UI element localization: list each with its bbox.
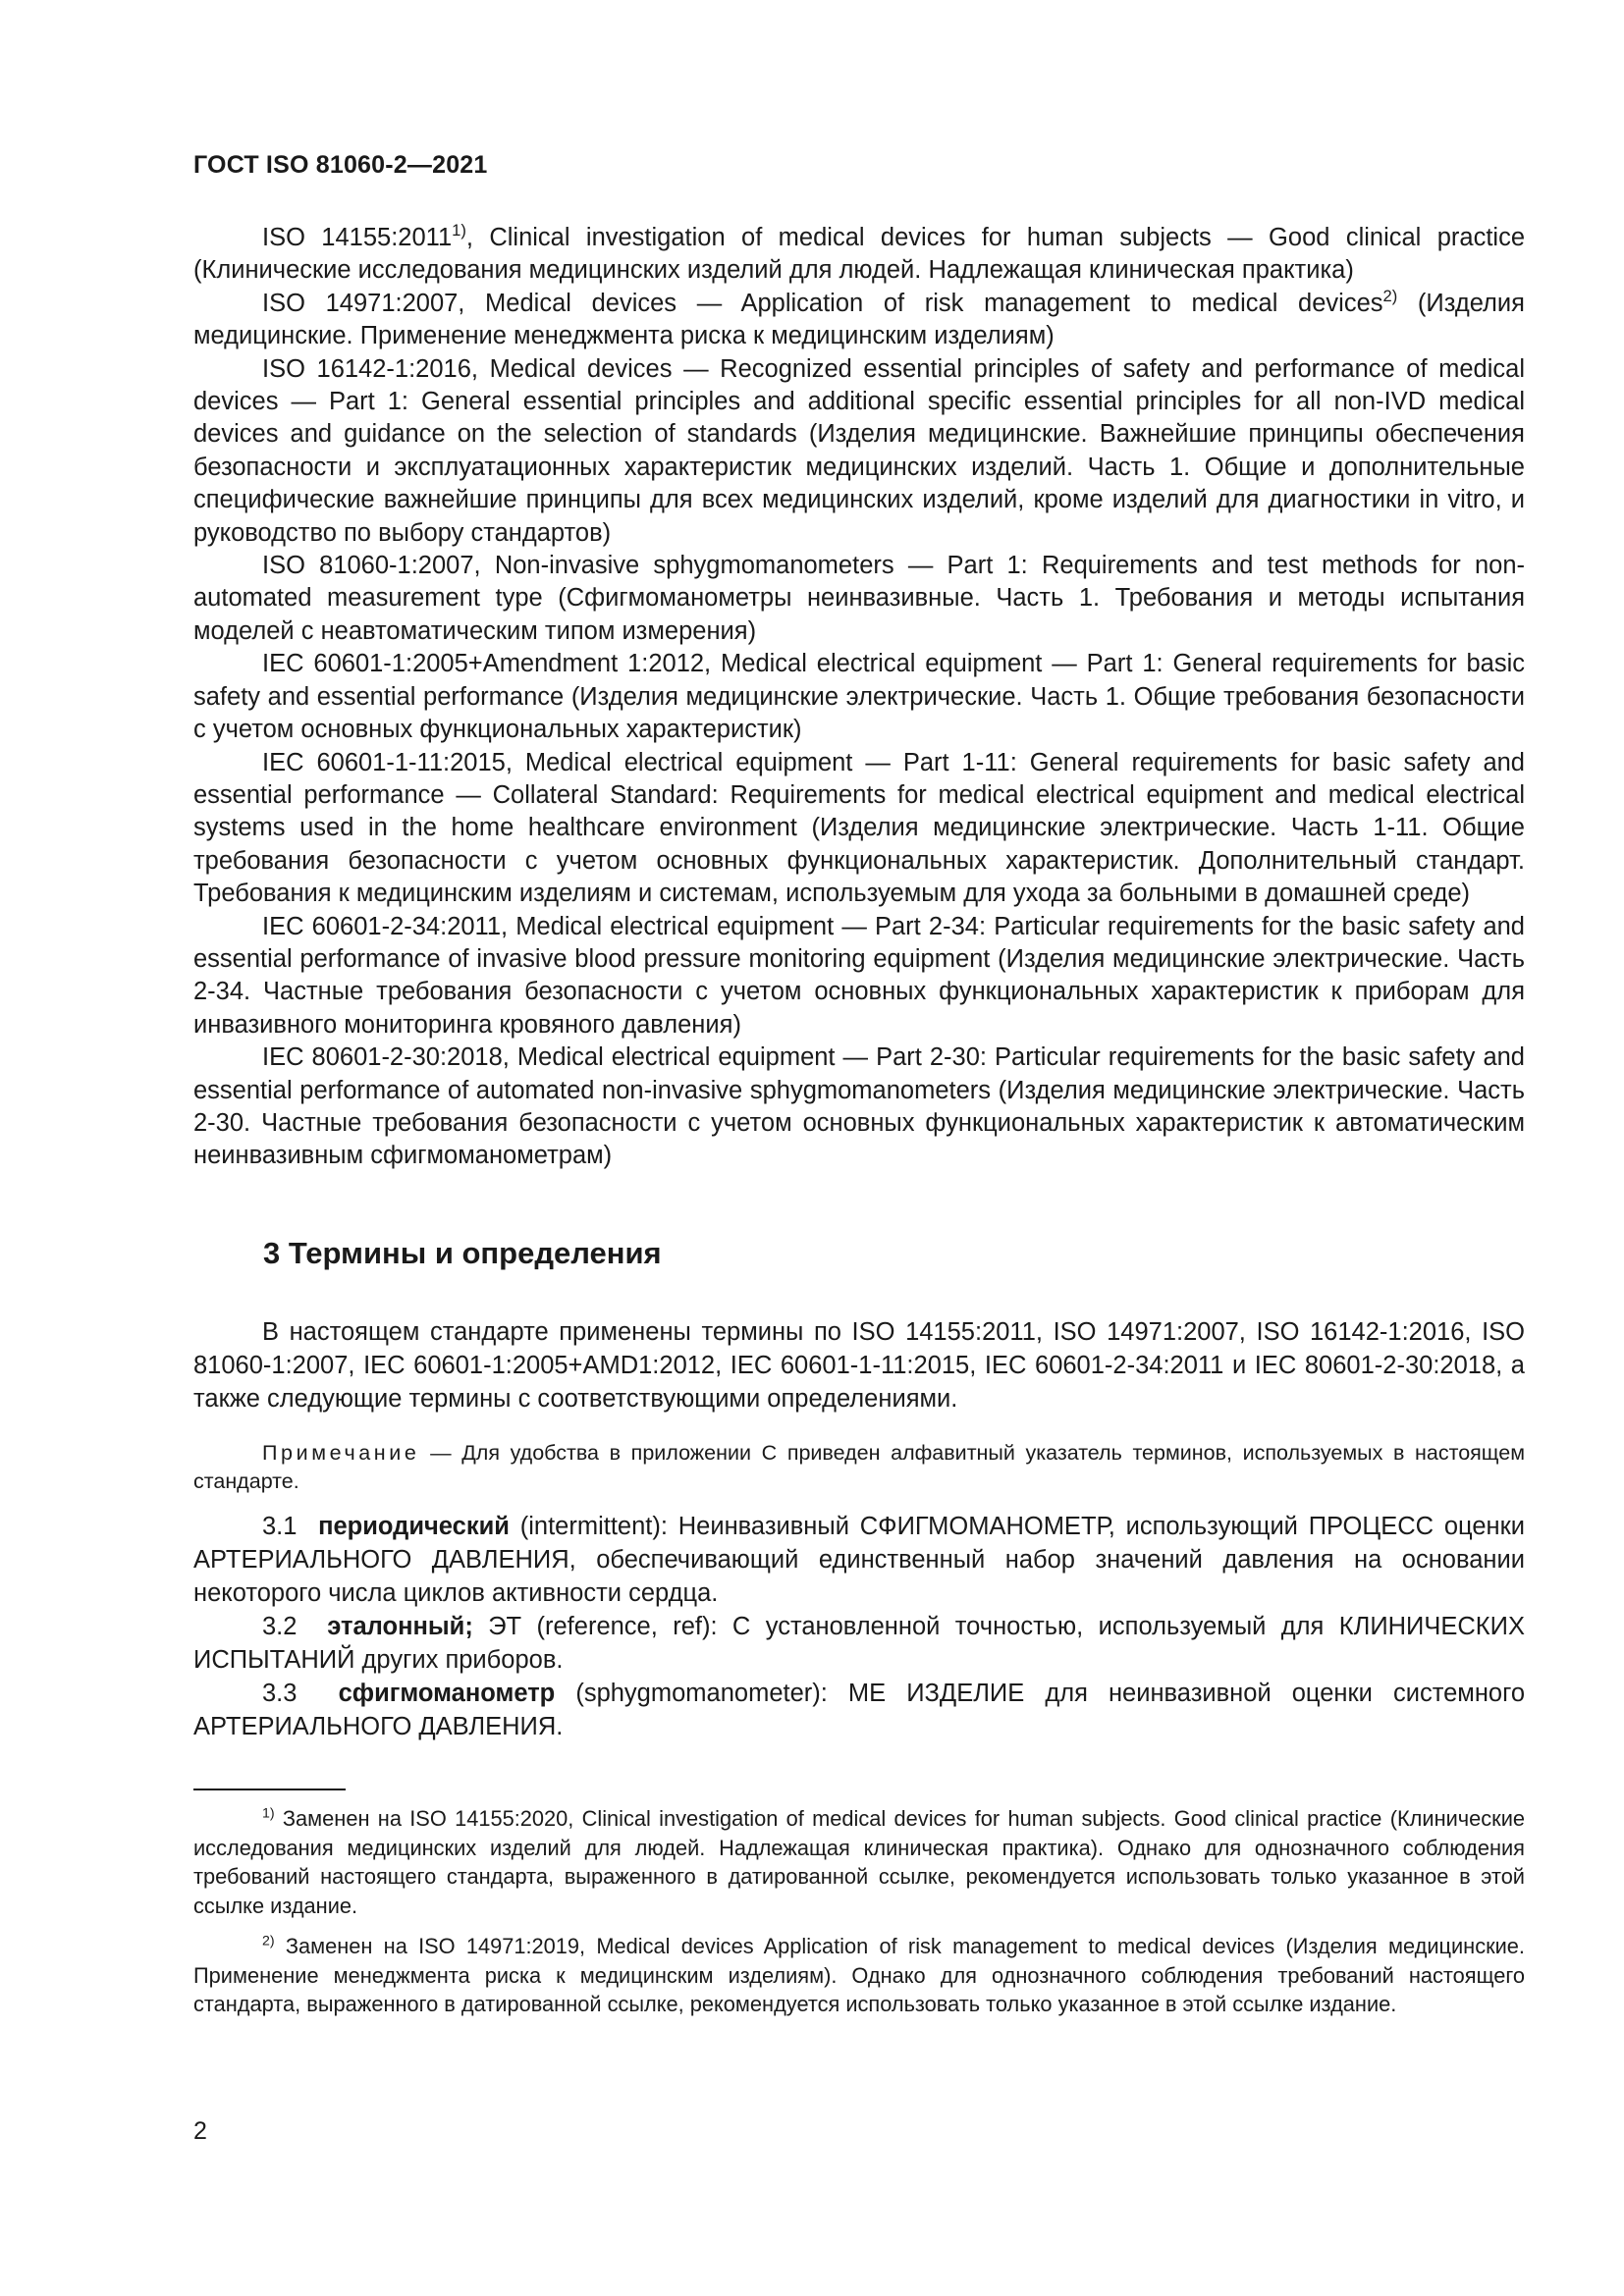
page-number: 2 xyxy=(193,2117,207,2145)
footnote-mark: 1) xyxy=(262,1805,275,1822)
footnote-ref[interactable]: 2) xyxy=(1382,286,1398,305)
footnote-ref[interactable]: 1) xyxy=(452,221,466,240)
section-title: 3 Термины и определения xyxy=(263,1236,662,1270)
term-number: 3.2 xyxy=(262,1613,298,1640)
term-entry xyxy=(193,1510,1525,1610)
reference-item: IEC 60601-1:2005+Amendment 1:2012, Medical electrical equipment — Part 1: General requirements for basic safety and essential performance (Изделия медицинские электрические. Часть 1. Общие требования безопасности с учетом основных функциональных характеристик) xyxy=(193,650,1525,744)
note-text: — Для удобства в приложении С приведен алфавитный указатель терминов, используемых в настоящем стандарте. xyxy=(193,1441,1525,1493)
term-definition: ЭТ (reference, ref): С установленной точностью, используемый для КЛИНИЧЕСКИХ ИСПЫТАНИЙ других приборов. xyxy=(193,1613,1525,1674)
footnote-item: $^{1)}$ Заменен на ISO 14155:2020, Clinical investigation of medical devices for human subjects. Good clinical practice (Клинические исследования медицинских изделий для людей. Надлежащая клиническая практика). Однако для однозначного соблюдения требований настоящего стандарта, выраженного в датированной ссылке, рекомендуется использовать только указанное в этой ссылке издание. xyxy=(193,1805,1525,1918)
reference-item: IEC 60601-1-11:2015, Medical electrical equipment — Part 1-11: General requirements for basic safety and essential performance — Collateral Standard: Requirements for medical electrical equipment and medical electrical systems used in the home healthcare environment (Изделия медицинские электрические. Часть 1-11. Общие требования безопасности с учетом основных функциональных характеристик. Дополнительный стандарт. Требования к медицинским изделиям и системам, используемым для ухода за больными в домашней среде) xyxy=(193,748,1525,908)
note-label: Примечание xyxy=(262,1441,420,1465)
footnotes xyxy=(193,1804,1525,2019)
term-name: периодический xyxy=(318,1513,510,1540)
note xyxy=(193,1439,1525,1496)
normative-references xyxy=(193,222,1525,1173)
term-number: 3.1 xyxy=(262,1513,298,1540)
term-definition: (intermittent): Неинвазивный СФИГМОМАНОМЕТР, использующий ПРОЦЕСС оценки АРТЕРИАЛЬНОГО ДАВЛЕНИЯ, обеспечивающий единственный набор значений давления на основании некоторого числа циклов активности сердца. xyxy=(193,1513,1526,1607)
reference-item: ISO 14971:2007, Medical devices — Application of risk management to medical devices$^{2)}$ (Изделия медицинские. Применение менеджмента риска к медицинским изделиям) xyxy=(193,286,1525,350)
term-name: сфигмоманометр xyxy=(338,1680,556,1707)
footnote-mark: 2) xyxy=(262,1933,275,1949)
reference-item: ISO 81060-1:2007, Non-invasive sphygmomanometers — Part 1: Requirements and test methods for non-automated measurement type (Сфигмоманометры неинвазивные. Часть 1. Требования и методы испытания моделей с неавтоматическим типом измерения) xyxy=(193,552,1525,645)
reference-item: ISO 14155:2011$^{1)}$, Clinical investigation of medical devices for human subjects — Good clinical practice (Клинические исследования медицинских изделий для людей. Надлежащая клиническая практика) xyxy=(193,221,1526,285)
terms-list xyxy=(193,1510,1525,1743)
term-name: эталонный; xyxy=(327,1613,473,1640)
footnote-item: $^{2)}$ Заменен на ISO 14971:2019, Medical devices Application of risk management to medical devices (Изделия медицинские. Применение менеджмента риска к медицинским изделиям). Однако для однозначного соблюдения требований настоящего стандарта, выраженного в датированной ссылке, рекомендуется использовать только указанное в этой ссылке издание. xyxy=(193,1933,1525,2016)
section-intro xyxy=(193,1315,1525,1415)
footnote-divider xyxy=(193,1789,346,1790)
reference-item: IEC 60601-2-34:2011, Medical electrical equipment — Part 2-34: Particular requirements for the basic safety and essential performance of invasive blood pressure monitoring equipment (Изделия медицинские электрические. Часть 2-34. Частные требования безопасности с учетом основных функциональных характеристик к приборам для инвазивного мониторинга кровяного давления) xyxy=(193,912,1525,1039)
term-entry xyxy=(193,1610,1525,1677)
term-entry xyxy=(193,1677,1525,1743)
reference-item: ISO 16142-1:2016, Medical devices — Recognized essential principles of safety and performance of medical devices — Part 1: General essential principles and additional specific essential principles for all non-IVD medical devices and guidance on the selection of standards (Изделия медицинские. Важнейшие принципы обеспечения безопасности и эксплуатационных характеристик медицинских изделий. Часть 1. Общие и дополнительные специфические важнейшие принципы для всех медицинских изделий, кроме изделий для диагностики in vitro, и руководство по выбору стандартов) xyxy=(193,354,1525,547)
intro-paragraph: В настоящем стандарте применены термины по ISO 14155:2011, ISO 14971:2007, ISO 16142-1:2016, ISO 81060-1:2007, IEC 60601-1:2005+AMD1:2012, IEC 60601-1-11:2015, IEC 60601-2-34:2011 и IEC 80601-2-30:2018, а также следующие термины с соответствующими определениями. xyxy=(193,1318,1525,1413)
term-number: 3.3 xyxy=(262,1680,298,1707)
document-header: ГОСТ ISO 81060-2—2021 xyxy=(193,151,488,179)
term-definition: (sphygmomanometer): МЕ ИЗДЕЛИЕ для неинвазивной оценки системного АРТЕРИАЛЬНОГО ДАВЛЕНИЯ. xyxy=(193,1680,1526,1740)
reference-item: IEC 80601-2-30:2018, Medical electrical equipment — Part 2-30: Particular requirements for the basic safety and essential performance of automated non-invasive sphygmomanometers (Изделия медицинские электрические. Часть 2-30. Частные требования безопасности с учетом основных функциональных характеристик к автоматическим неинвазивным сфигмоманометрам) xyxy=(193,1043,1525,1170)
